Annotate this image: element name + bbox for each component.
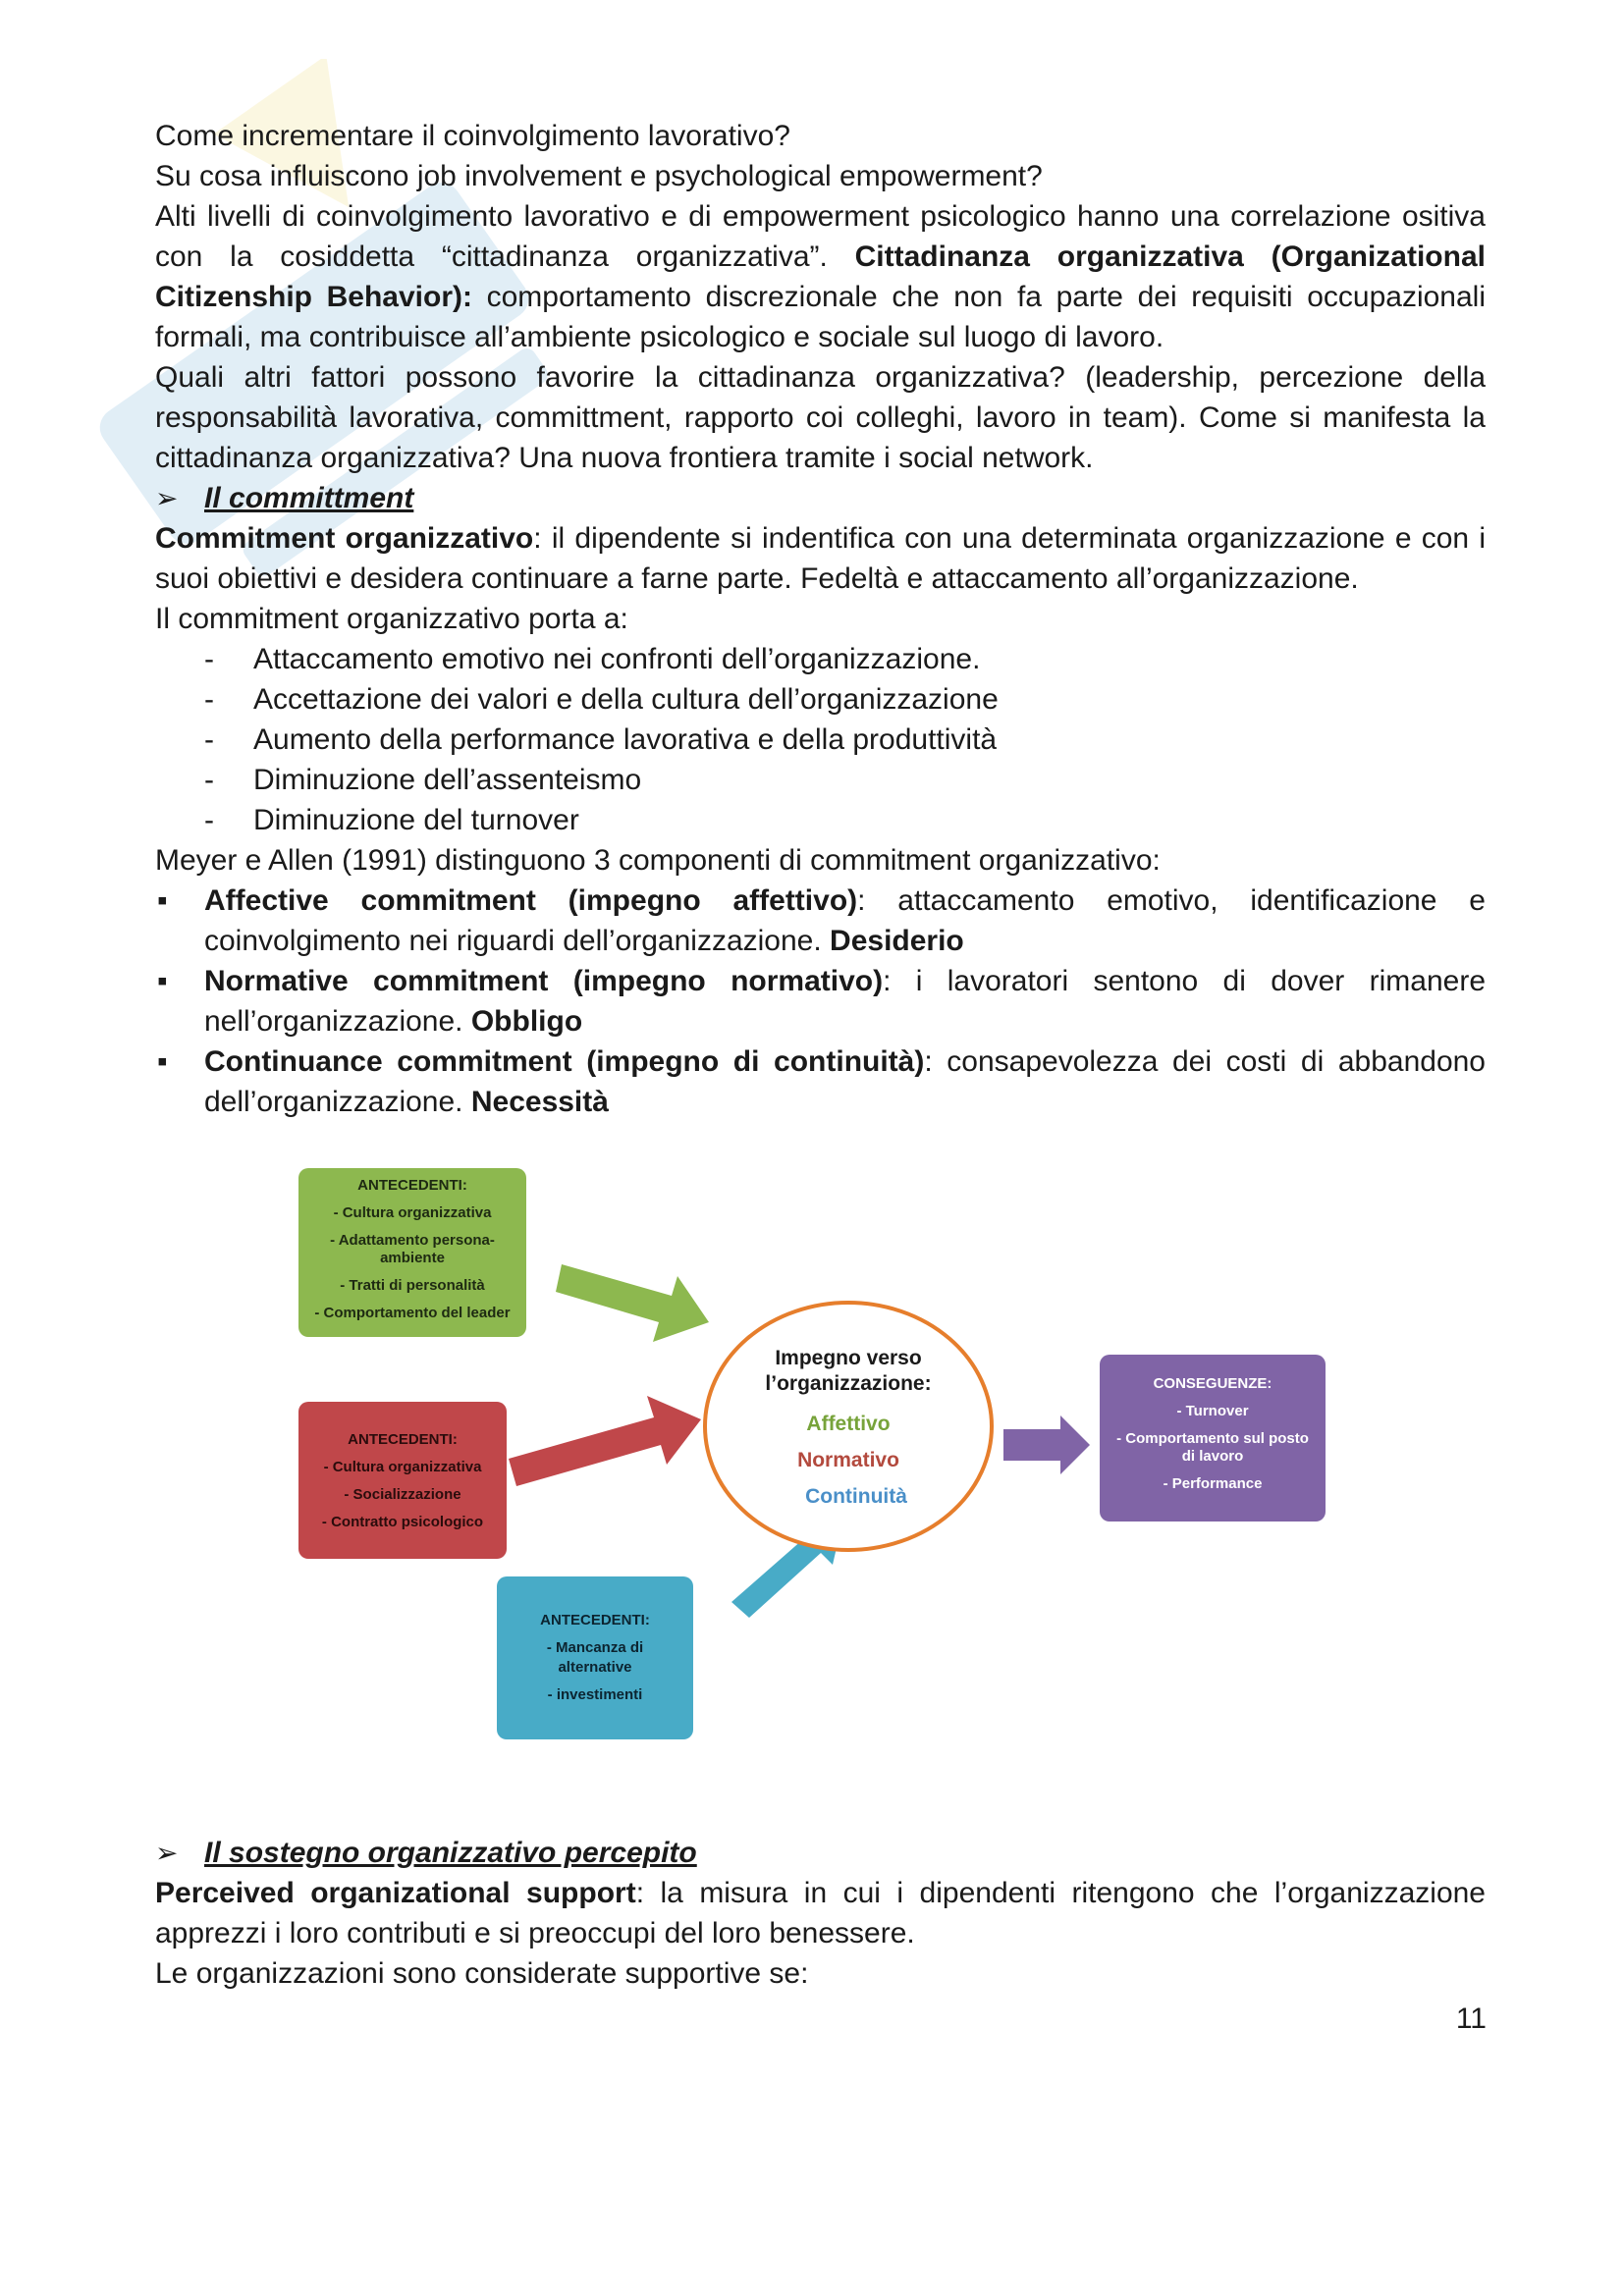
purple-box-line: - Comportamento sul posto [1116,1430,1309,1447]
circle-line-1: Impegno verso [775,1347,922,1369]
list-item: - Accettazione dei valori e della cultura dell’organizzazione [204,679,1486,720]
green-box-line: - Cultura organizzativa [333,1204,492,1221]
green-box-line: - Adattamento persona- [330,1232,495,1249]
ocb-intro: Alti livelli di coinvolgimento lavorativo e di empowerment psicologico hanno una correlazione ositiva con la cosiddetta “cittadinanza organizzativa”. [155,200,1486,273]
list-item: - Attaccamento emotivo nei confronti dell’organizzazione. [204,639,1486,679]
component-affective [155,881,1486,961]
circle-normativo: Normativo [797,1449,899,1471]
question-2: Su cosa influiscono job involvement e psychological empowerment? [155,160,1043,192]
green-box-title: ANTECEDENTI: [357,1177,467,1194]
green-arrow-icon [556,1264,709,1342]
section-title: Il sostegno organizzativo percepito [204,1837,697,1869]
meyer-allen-text: Meyer e Allen (1991) distinguono 3 componenti di commitment organizzativo: [155,844,1161,877]
blue-box-line: alternative [558,1659,632,1676]
antecedents-red-box [298,1402,507,1559]
question-1: Come incrementare il coinvolgimento lavorativo? [155,120,790,152]
component-text: : consapevolezza dei costi di abbandono dell’organizzazione. [204,1045,1486,1118]
red-box-line: - Socializzazione [344,1486,461,1503]
circle-continuita: Continuità [805,1485,907,1508]
component-term: Affective commitment (impegno affettivo) [204,884,858,917]
section-sostegno [155,1833,1486,1994]
green-box-line: ambiente [380,1250,445,1266]
commitment-definition [155,518,1486,599]
commitment-term: Commitment organizzativo [155,522,534,555]
ocb-definition: comportamento discrezionale che non fa parte dei requisiti occupazionali formali, ma contribuisce all’ambiente psicologico e sociale sul luogo di lavoro. [155,281,1486,353]
pos-definition [155,1873,1486,1953]
pos-term: Perceived organizational support [155,1877,636,1909]
green-box-line: - Comportamento del leader [314,1305,511,1321]
red-box-line: - Contratto psicologico [321,1514,484,1530]
main-text [155,116,1486,1122]
component-key: Desiderio [830,925,964,957]
section-heading-sostegno [155,1833,1486,1873]
component-continuance [155,1041,1486,1122]
antecedents-blue-box [497,1576,693,1739]
blue-box-title: ANTECEDENTI: [540,1612,650,1629]
component-normative [155,961,1486,1041]
component-term: Normative commitment (impegno normativo) [204,965,884,997]
commitment-text: : il dipendente si indentifica con una determinata organizzazione e con i suoi obiettivi e desidera continuare a farne parte. Fedeltà e attaccamento all’organizzazione. [155,522,1486,595]
components-list [155,881,1486,1122]
ocb-paragraph [155,196,1486,357]
section-title: Il committment [204,482,414,514]
green-box-line: - Tratti di personalità [340,1277,485,1294]
arrow-bullet-icon: ➢ [155,1838,179,1868]
commitment-diagram [285,1158,1335,1747]
red-box-title: ANTECEDENTI: [348,1431,458,1448]
purple-box-line: - Turnover [1176,1403,1249,1419]
arrow-bullet-icon: ➢ [155,483,179,513]
red-box-line: - Cultura organizzativa [323,1459,482,1475]
section-heading-committment [155,478,1486,518]
page-number: 11 [1455,2002,1487,2035]
pos-text: : la misura in cui i dipendenti ritengono che l’organizzazione apprezzi i loro contributi e si preoccupi del loro benessere. [155,1877,1486,1949]
purple-box-title: CONSEGUENZE: [1153,1375,1272,1392]
ocb-term: Cittadinanza organizzativa (Organizational Citizenship Behavior): [155,240,1486,313]
blue-box-line: - investimenti [547,1686,643,1703]
component-key: Obbligo [470,1005,583,1038]
commitment-effects-list [155,639,1486,840]
purple-box-line: - Performance [1163,1475,1263,1492]
pos-last-line: Le organizzazioni sono considerate supportive se: [155,1957,809,1990]
commitment-lead: Il commitment organizzativo porta a: [155,603,628,635]
component-key: Necessità [470,1086,609,1118]
list-item: - Diminuzione del turnover [204,800,1486,840]
list-item: - Diminuzione dell’assenteismo [204,760,1486,800]
component-text: : i lavoratori sentono di dover rimanere nell’organizzazione. [204,965,1486,1038]
circle-affettivo: Affettivo [806,1413,891,1435]
purple-box-line: di lavoro [1181,1448,1244,1465]
blue-box-line: - Mancanza di [546,1639,644,1656]
purple-arrow-icon [1003,1415,1090,1474]
circle-line-2: l’organizzazione: [765,1372,932,1395]
list-item: - Aumento della performance lavorativa e della produttività [204,720,1486,760]
ocb-factors-paragraph: Quali altri fattori possono favorire la cittadinanza organizzativa? (leadership, percezione della responsabilità lavorativa, committment, rapporto coi colleghi, lavoro in team). Come si manifesta la cittadinanza organizzativa? Una nuova frontiera tramite i social network. [155,361,1486,474]
component-text: : attaccamento emotivo, identificazione e coinvolgimento nei riguardi dell’organizzazione. [204,884,1486,957]
component-term: Continuance commitment (impegno di continuità) [204,1045,925,1078]
red-arrow-icon [509,1396,701,1486]
